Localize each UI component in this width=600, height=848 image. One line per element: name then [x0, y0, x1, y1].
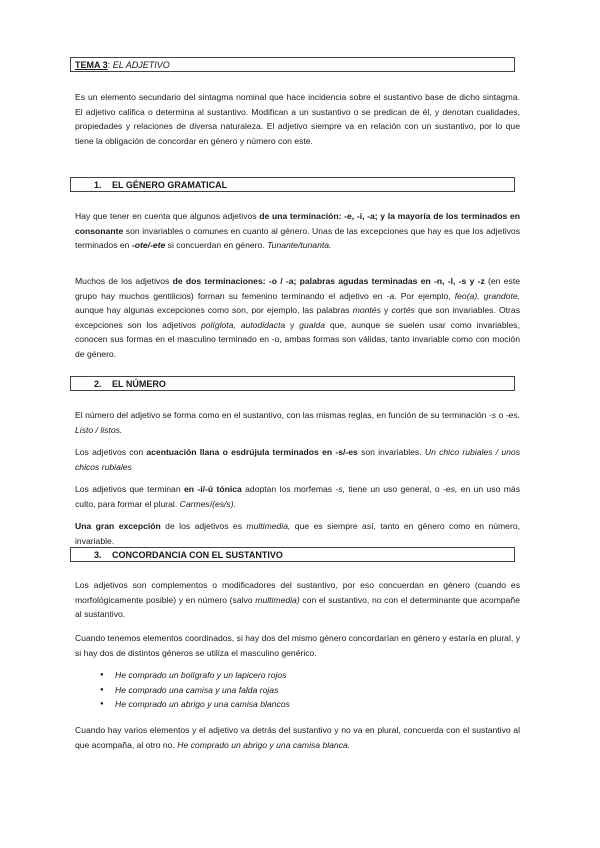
gender-paragraph-1: Hay que tener en cuenta que algunos adjetivos de una terminación: -e, -i, -a; y la mayoría de los terminados en consonante son invariables o comunes en cuanto al género. Unas de las excepciones que hay es que los adjetivos terminados en -ote/-ete si concuerdan en género. Tunante/tunanta.	[75, 211, 521, 250]
list-item: ● He comprado un bolígrafo y un lapicero rojos	[75, 668, 290, 683]
topic-separator: :	[107, 60, 113, 70]
section-title: EL GÉNERO GRAMATICAL	[112, 180, 228, 190]
intro-paragraph: Es un elemento secundario del sintagma nominal que hace incidencia sobre el sustantivo base de dicho sintagma. El adjetivo califica o determina al sustantivo. Modifican a un sustantivo o se predican de él, y denotan cualidades, propiedades y relaciones de diversa naturaleza. El adjetivo siempre va en relación con un sustantivo, por lo que tiene la obligación de concordar en género y número con este.	[75, 92, 520, 146]
number-paragraph-2: Los adjetivos con acentuación llana o esdrújula terminados en -s/-es son invariables. Un chico rubiales / unos chicos rubiales	[75, 447, 520, 472]
agreement-paragraph-2: Cuando tenemos elementos coordinados, si hay dos del mismo género concordarían en género y estaría en plural, y si hay dos de distintos géneros se utiliza el masculino genérico.	[75, 633, 520, 658]
topic-title-box	[70, 57, 515, 72]
gender-paragraph-2: Muchos de los adjetivos de dos terminaciones: -o / -a; palabras agudas terminadas en -n, -l, -s y -z (en este grupo hay muchos gentilicios) forman su femenino terminando el adjetivo en -a. Por ejemplo, feo(a), grandote, aunque hay algunas excepciones como son, por ejemplo, las palabras montés y cortés que son invariables. Otras excepciones son los adjetivos políglota, autodidacta y gualda que, aunque se suelen usar como invariables, conocen sus formas en el masculino terminado en -o, ambas formas son válidas, tanto invariable como con moción de género.	[75, 276, 520, 359]
number-paragraph-1: El número del adjetivo se forma como en el sustantivo, con las mismas reglas, en función de su terminación -s o -es. Listo / listos.	[75, 410, 520, 435]
list-item: ● He comprado una camisa y una falda rojas	[75, 683, 290, 698]
section-heading-3	[70, 547, 515, 562]
topic-label: TEMA 3	[75, 60, 108, 70]
section-title: CONCORDANCIA CON EL SUSTANTIVO	[112, 550, 283, 560]
agreement-paragraph-1: Los adjetivos son complementos o modificadores del sustantivo, por eso concuerdan en género (cuando es morfológicamente posible) y en número (salvo multimedia) con el sustantivo, no con el determinante que acompañe al sustantivo.	[75, 580, 520, 619]
list-item: ● He comprado un abrigo y una camisa blancos	[75, 697, 290, 712]
examples-list	[75, 668, 290, 712]
number-paragraph-3: Los adjetivos que terminan en -í/-ú tónica adoptan los morfemas -s, tiene un uso general, o -es, en un uso más culto, para formar el plural. Carmesí(es/s).	[75, 484, 521, 509]
section-number: 3.	[94, 550, 102, 560]
agreement-paragraph-3: Cuando hay varios elementos y el adjetivo va detrás del sustantivo y no va en plural, concuerda con el sustantivo al que acompaña, al otro no. He comprado un abrigo y una camisa blanca.	[75, 725, 520, 750]
topic-title: EL ADJETIVO	[112, 60, 170, 70]
section-heading-1	[70, 177, 515, 192]
section-number: 1.	[94, 180, 102, 190]
section-heading-2	[70, 376, 515, 391]
section-number: 2.	[94, 379, 102, 389]
number-paragraph-4: Una gran excepción de los adjetivos es multimedia, que es siempre así, tanto en género como en número, invariable.	[75, 521, 520, 546]
section-title: EL NÚMERO	[112, 379, 166, 389]
